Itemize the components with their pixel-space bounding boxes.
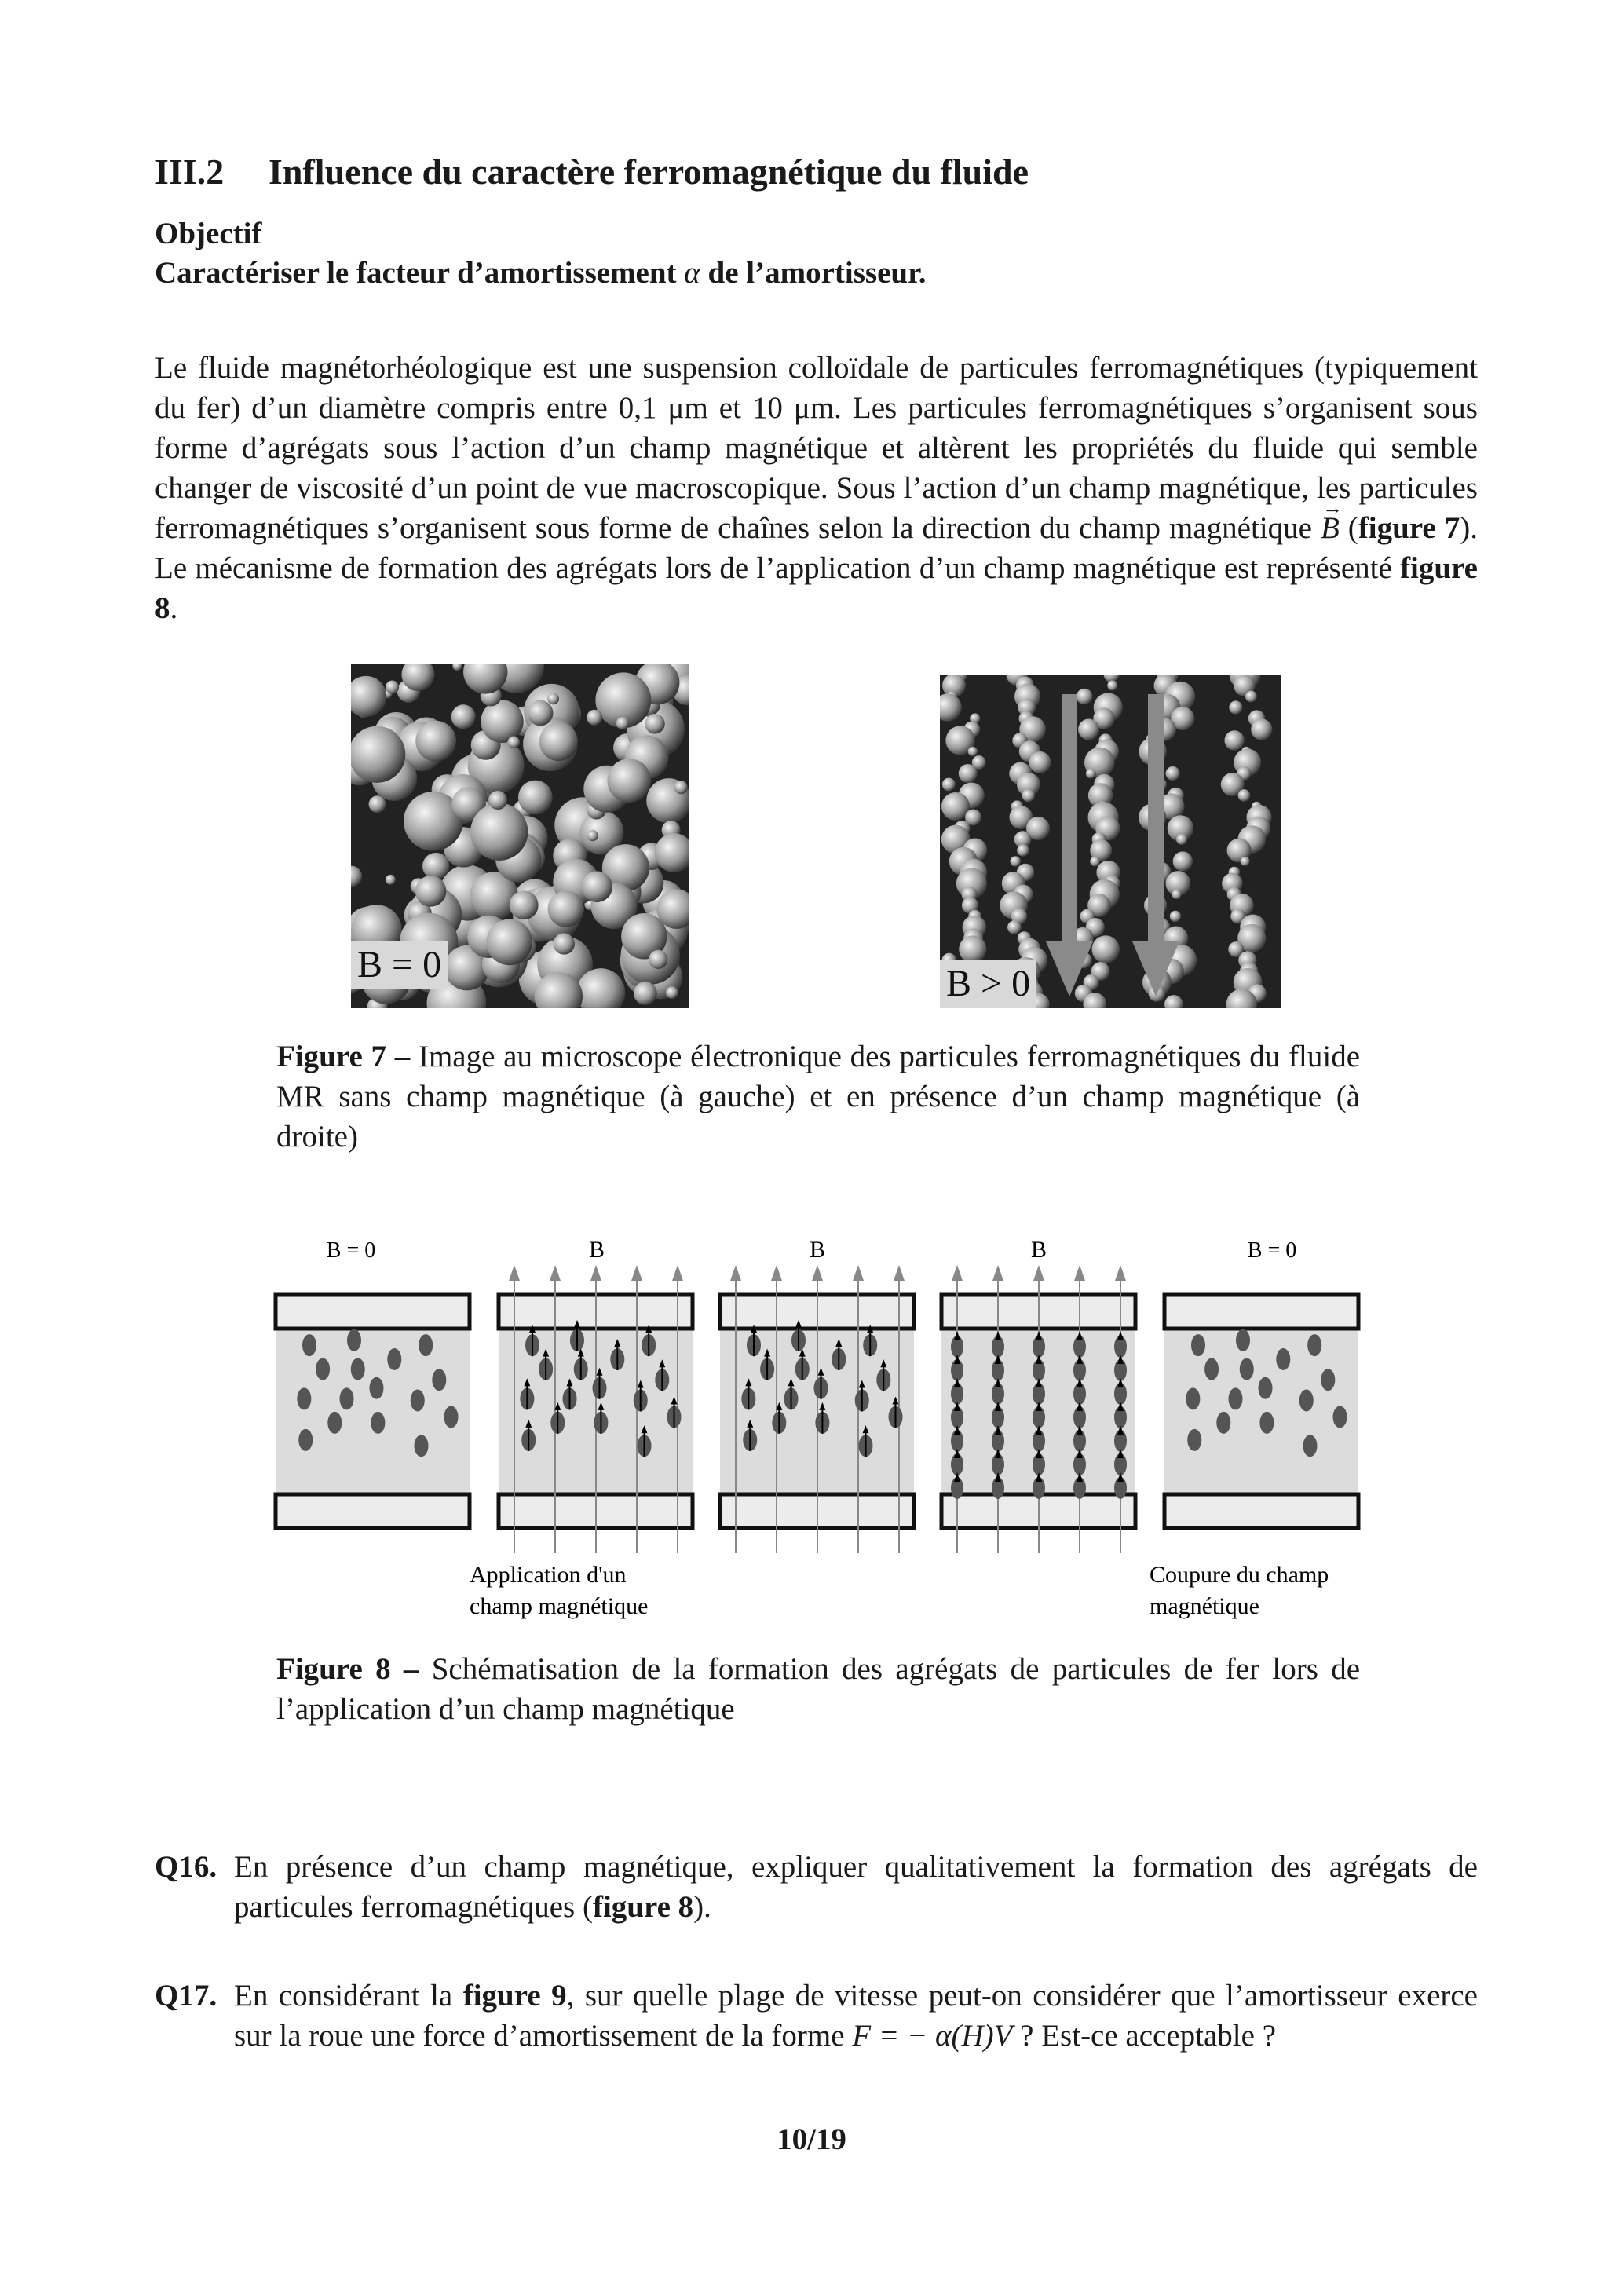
figure7-caption: Figure 7 – Image au microscope électronique des particules ferromagnétiques du fluide MR sans champ magnétique (à gauche) et en présence d’un champ magnétique (à droite) [276,1040,1361,1153]
panel4-label: B [1030,1237,1047,1263]
page-number: 10/19 [777,2122,846,2156]
panel1-label: B = 0 [326,1238,376,1263]
question-16: Q16. En présence d’un champ magnétique, expliquer qualitativement la formation des agrégats de particules ferromagnétiques (figure 8). [155,1850,1478,1924]
cut-field-label-2: magnétique [1150,1593,1259,1619]
panel3-label: B [809,1237,826,1263]
label-b-positive: B > 0 [940,960,1036,1008]
panel5-label: B = 0 [1247,1238,1297,1263]
objective-label: Objectif [155,217,262,250]
label-b-zero: B = 0 [351,941,448,989]
figure8-diagram [259,1213,1374,1621]
intro-paragraph: Le fluide magnétorhéologique est une suspension colloïdale de particules ferromagnétiques (typiquement du fer) d’un diamètre compris entre 0,1 μm et 10 μm. Les particules ferromagnétiques s’organisent sous forme d’agrégats sous l’action d’un champ magnétique et altèrent les propriétés du fluide qui semble changer de viscosité d’un point de vue macroscopique. Sous l’action d’un champ magnétique, les particules ferromagnétiques s’organisent sous forme de chaînes selon la direction du champ magnétique → B (figure 7). Le mécanisme de formation des agrégats lors de l’application d’un champ magnétique est représenté figure 8. [155,348,1478,628]
apply-field-label-1: Application d'un [470,1562,627,1588]
particle-chain-image [940,675,1281,1008]
objective-text: Caractériser le facteur d’amortissement α de l’amortisseur. [155,256,927,290]
cut-field-label-1: Coupure du champ [1150,1562,1329,1588]
microscope-image-no-field [351,664,689,1008]
apply-field-label-2: champ magnétique [470,1593,649,1619]
figure8-caption: Figure 8 – Schématisation de la formation des agrégats de particules de fer lors de l’application d’un champ magnétique [276,1652,1361,1726]
panel2-label: B [588,1237,605,1263]
section-heading: III.2 Influence du caractère ferromagnétique du fluide [155,152,1029,192]
question-17: Q17. En considérant la figure 9, sur quelle plage de vitesse peut-on considérer que l’amortisseur exerce sur la roue une force d’amortissement de la forme F = − α(H)V ? Est-ce acceptable ? [155,1979,1478,2053]
microscope-image-with-field [940,675,1281,1008]
